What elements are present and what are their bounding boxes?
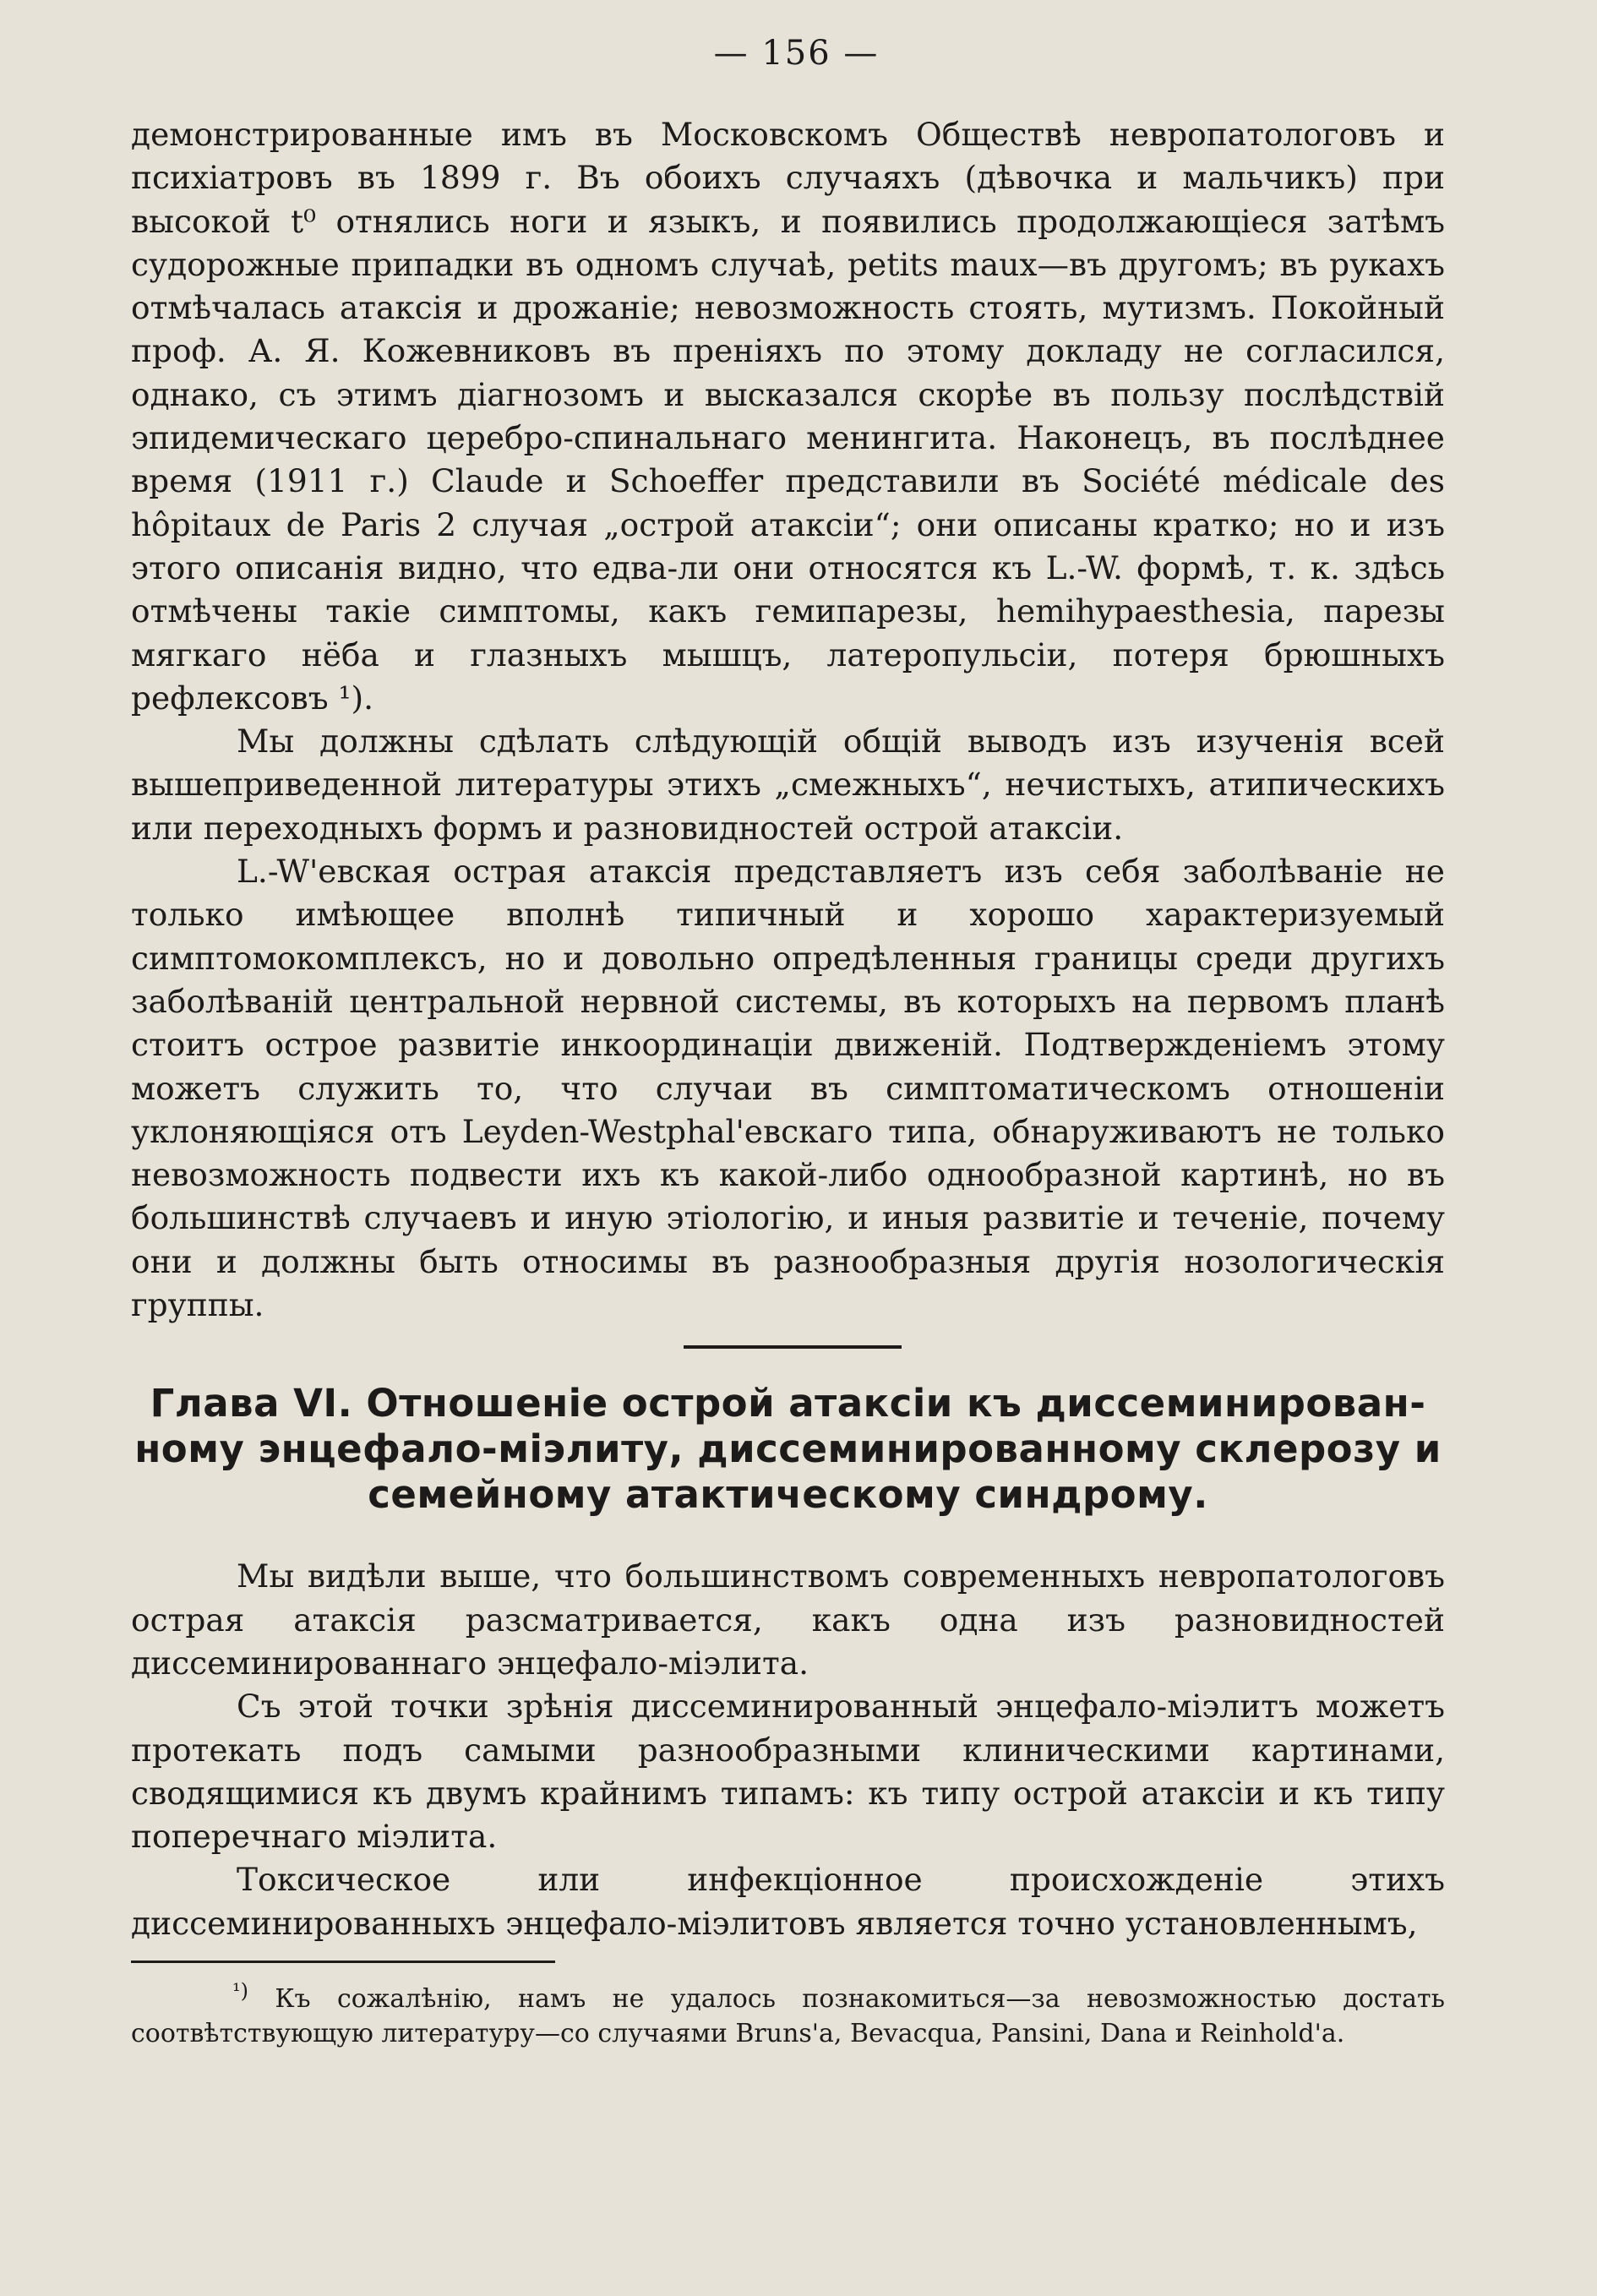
- section-divider: [684, 1345, 902, 1349]
- page-number: — 156 —: [713, 34, 880, 73]
- body-text-top: [131, 113, 1445, 1327]
- chapter-heading-line: семейному атактическому синдрому.: [368, 1472, 1208, 1518]
- paragraph: Мы должны сдѣлать слѣдующій общій выводъ изъ изученія всей вышеприведенной литературы этихъ „смежныхъ“, нечистыхъ, атипическихъ или переходныхъ формъ и разновидностей острой атаксіи.: [131, 723, 1445, 847]
- body-text-bottom: [131, 1555, 1445, 1945]
- footnote-marker: ¹): [232, 1978, 248, 2003]
- paragraph: Токсическое или инфекціонное происхожденіе этихъ диссеминированныхъ энцефало-міэлитовъ является точно установленнымъ,: [131, 1861, 1445, 1942]
- chapter-heading-line: Глава VI. Отношеніе острой атаксіи къ диссеминирован-: [150, 1381, 1426, 1426]
- chapter-heading: [131, 1381, 1445, 1518]
- paragraph: демонстрированные имъ въ Московскомъ Обществѣ невропатологовъ и психіатровъ въ 1899 г. Въ обоихъ случаяхъ (дѣвочка и мальчикъ) при высокой t⁰ отнялись ноги и языкъ, и появились продолжающіеся затѣмъ судорожные припадки въ одномъ случаѣ, petits maux—въ другомъ; въ рукахъ отмѣчалась атаксія и дрожаніе; невозможность стоять, мутизмъ. Покойный проф. А. Я. Кожевниковъ въ преніяхъ по этому докладу не согласился, однако, съ этимъ діагнозомъ и высказался скорѣе въ пользу послѣдствій эпидемическаго церебро-спинальнаго менингита. Наконецъ, въ послѣднее время (1911 г.) Claude и Schoeffer представили въ Société médicale des hôpitaux de Paris 2 случая „острой атаксіи“; они описаны кратко; но и изъ этого описанія видно, что едва-ли они относятся къ L.-W. формѣ, т. к. здѣсь отмѣчены такіе симптомы, какъ гемипарезы, hemihypaesthesia, парезы мягкаго нёба и глазныхъ мышцъ, латеропульсіи, потеря брюшныхъ рефлексовъ ¹).: [131, 116, 1445, 717]
- footnote-divider: [131, 1961, 555, 1963]
- chapter-heading-line: ному энцефало-міэлиту, диссеминированному склерозу и: [134, 1426, 1442, 1472]
- paragraph: Съ этой точки зрѣнія диссеминированный энцефало-міэлитъ можетъ протекать подъ самыми разнообразными клиническими картинами, сводящимися къ двумъ крайнимъ типамъ: къ типу острой атаксіи и къ типу поперечнаго міэлита.: [131, 1688, 1445, 1856]
- paragraph: Мы видѣли выше, что большинствомъ современныхъ невропатологовъ острая атаксія разсматривается, какъ одна изъ разновидностей диссеминированнаго энцефало-міэлита.: [131, 1557, 1445, 1682]
- footnote-text: Къ сожалѣнію, намъ не удалось познакомиться—за невозможностью достать соотвѣтствующую литературу—со случаями Bruns'a, Bevacqua, Pansini, Dana и Reinhold'a.: [131, 1983, 1445, 2048]
- footnote: [131, 1978, 1445, 2051]
- paragraph: L.-W'евская острая атаксія представляетъ изъ себя заболѣваніе не только имѣющее вполнѣ типичный и хорошо характеризуемый симптомокомплексъ, но и довольно опредѣленныя границы среди другихъ заболѣваній центральной нервной системы, въ которыхъ на первомъ планѣ стоитъ острое развитіе инкоординаціи движеній. Подтвержденіемъ этому можетъ служить то, что случаи въ симптоматическомъ отношеніи уклоняющіяся отъ Leyden-Westphal'евскаго типа, обнаруживаютъ не только невозможность подвести ихъ къ какой-либо однообразной картинѣ, но въ большинствѣ случаевъ и иную этіологію, и иныя развитіе и теченіе, почему они и должны быть относимы въ разнообразныя другія нозологическія группы.: [131, 853, 1445, 1324]
